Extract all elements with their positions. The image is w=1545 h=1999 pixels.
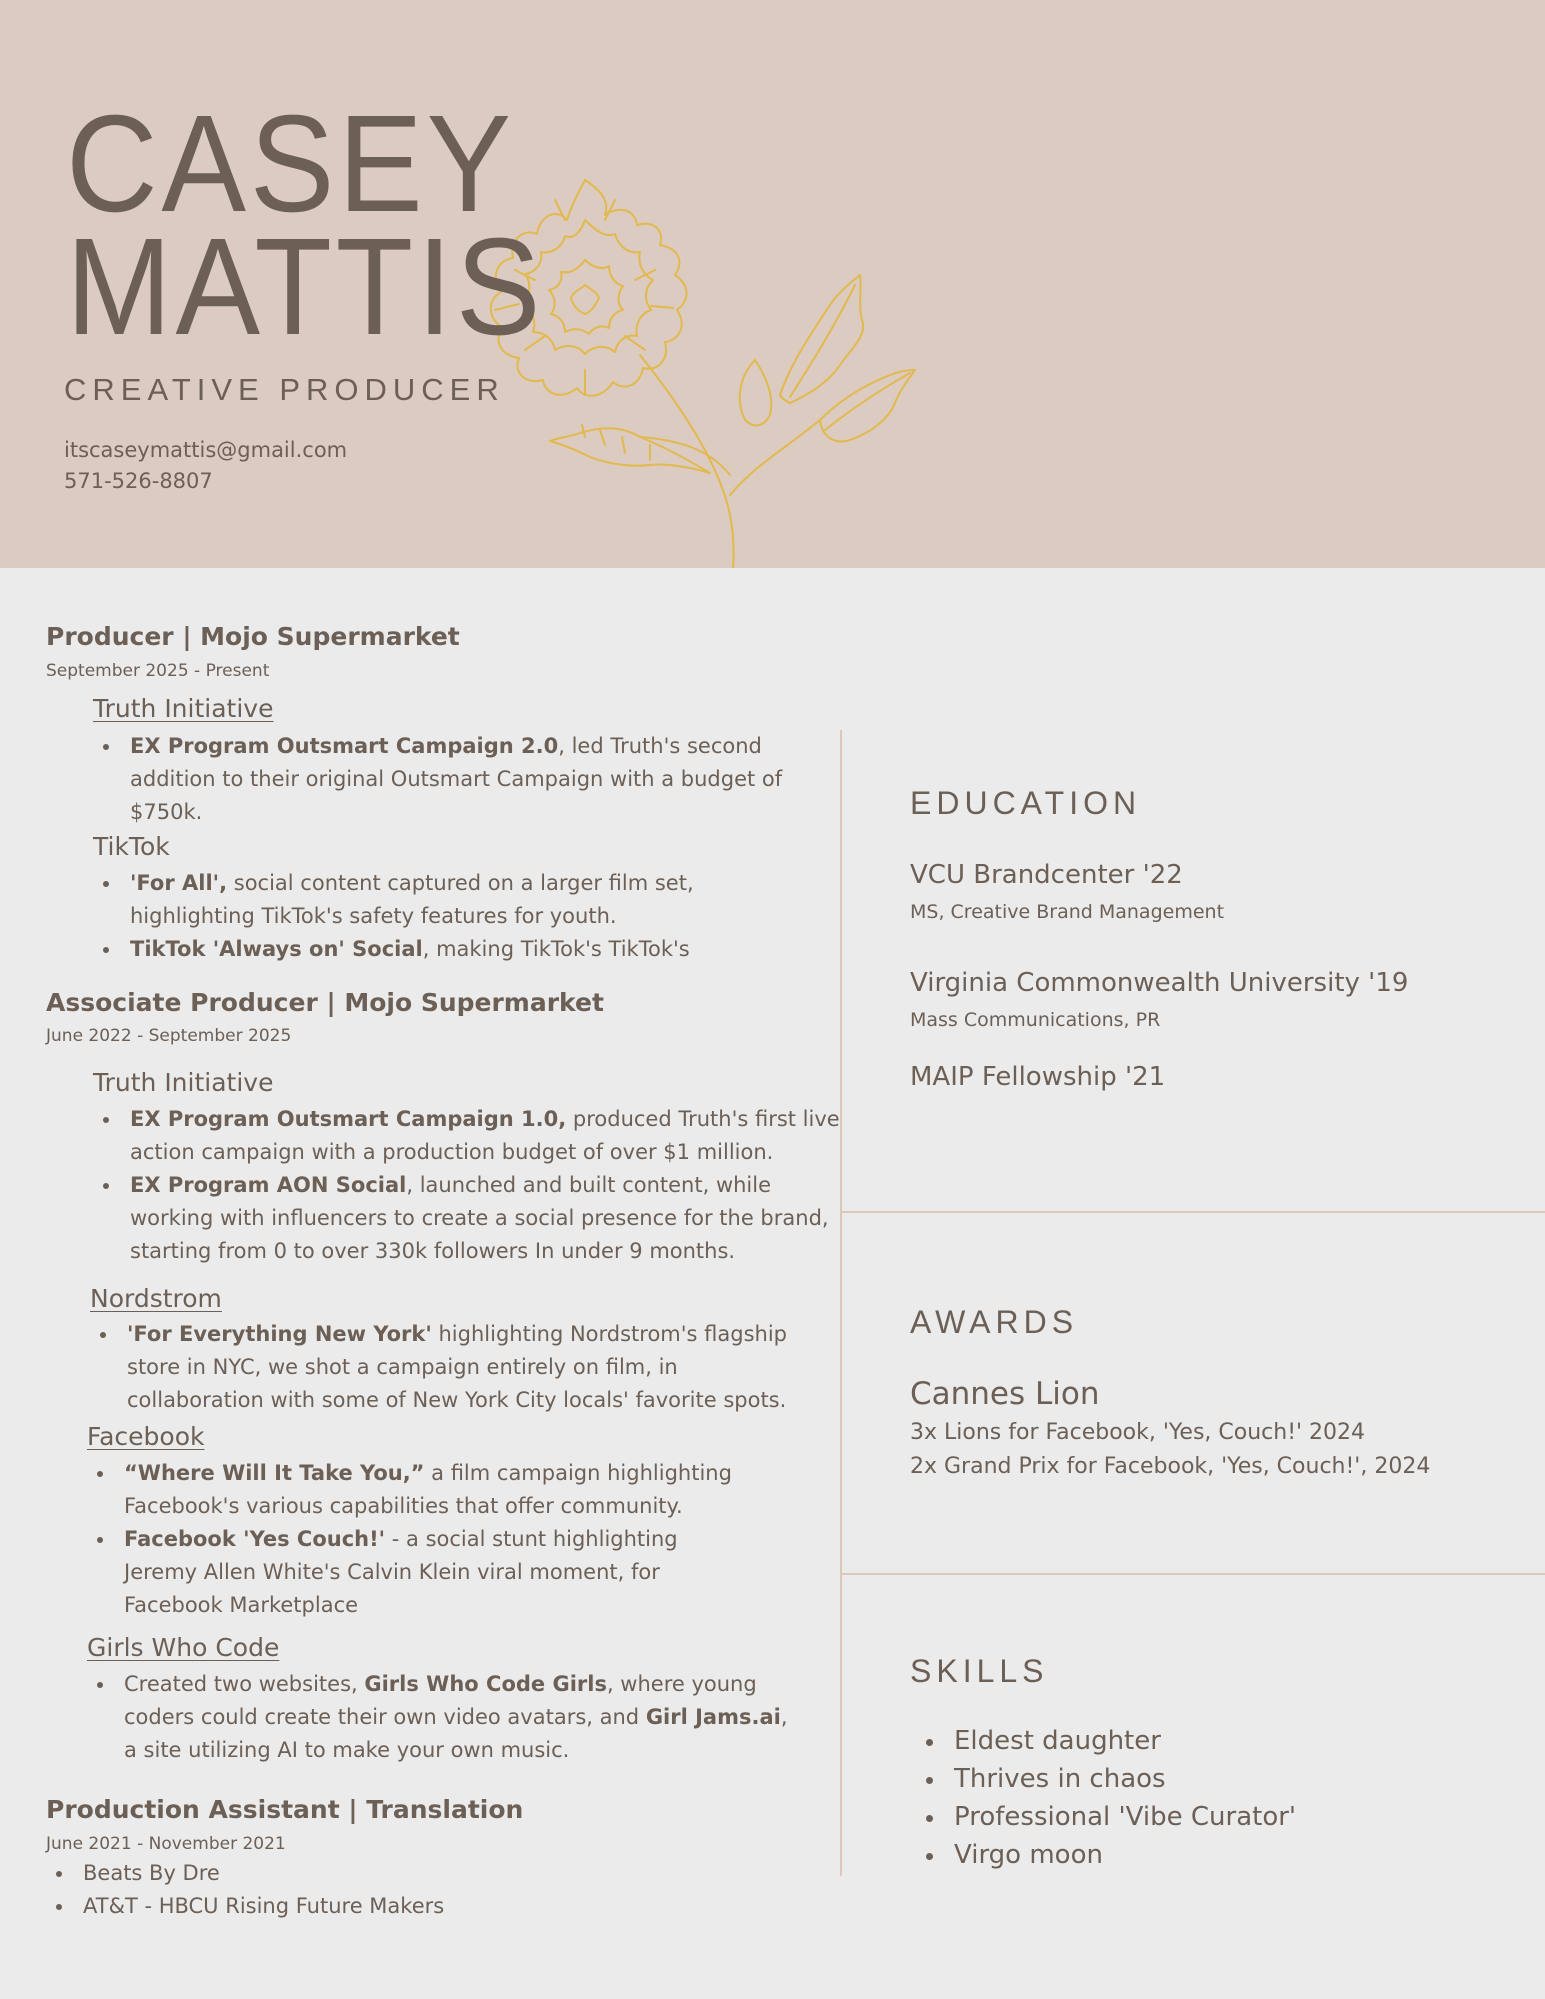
job-dates: June 2021 - November 2021	[46, 1834, 286, 1854]
client-name: Truth Initiative	[93, 1068, 274, 1097]
list-item: EX Program Outsmart Campaign 2.0, led Truth's second addition to their original Outsmart Campaign with a budget of $750k.	[130, 730, 830, 829]
skill-item: Eldest daughter	[954, 1726, 1161, 1756]
award-name: Cannes Lion	[910, 1376, 1100, 1412]
school-name: MAIP Fellowship '21	[910, 1062, 1166, 1092]
phone-number[interactable]: 571-526-8807	[64, 469, 213, 493]
award-detail: 2x Grand Prix for Facebook, 'Yes, Couch!', 2024	[910, 1454, 1431, 1479]
skill-item: Virgo moon	[954, 1840, 1103, 1870]
section-divider	[842, 1211, 1545, 1213]
job-title: Producer | Mojo Supermarket	[46, 622, 460, 651]
client-name: Nordstrom	[90, 1284, 222, 1313]
section-heading: AWARDS	[910, 1304, 1079, 1340]
school-name: VCU Brandcenter '22	[910, 860, 1183, 890]
job-title: Associate Producer | Mojo Supermarket	[46, 988, 604, 1017]
list-item: 'For All', social content captured on a larger film set, highlighting TikTok's safety features for youth.	[130, 867, 830, 933]
list-item: “Where Will It Take You,” a film campaign highlighting Facebook's various capabilities that offer community.	[124, 1457, 834, 1523]
school-name: Virginia Commonwealth University '19	[910, 968, 1409, 998]
job-title: Production Assistant | Translation	[46, 1795, 524, 1824]
client-name: TikTok	[93, 832, 170, 861]
list-item: Beats By Dre	[83, 1857, 683, 1890]
job-dates: September 2025 - Present	[46, 661, 270, 681]
list-item: Facebook 'Yes Couch!' - a social stunt highlighting Jeremy Allen White's Calvin Klein viral moment, for Facebook Marketplace	[124, 1523, 834, 1622]
flower-illustration	[490, 175, 920, 568]
client-name: Truth Initiative	[93, 694, 274, 723]
skill-item: Thrives in chaos	[954, 1764, 1166, 1794]
job-role: CREATIVE PRODUCER	[64, 372, 505, 407]
list-item: Created two websites, Girls Who Code Girls, where young coders could create their own video avatars, and Girl Jams.ai, a site utilizing AI to make your own music.	[124, 1668, 834, 1767]
award-detail: 3x Lions for Facebook, 'Yes, Couch!' 2024	[910, 1420, 1366, 1445]
first-name: CASEY	[66, 87, 515, 241]
column-divider	[840, 730, 842, 1876]
client-name: Girls Who Code	[87, 1633, 280, 1662]
list-item: 'For Everything New York' highlighting Nordstrom's flagship store in NYC, we shot a campaign entirely on film, in collaboration with some of New York City locals' favorite spots.	[127, 1318, 837, 1417]
list-item: AT&T - HBCU Rising Future Makers	[83, 1890, 683, 1923]
last-name: MATTIS	[66, 210, 545, 364]
header-banner	[0, 0, 1545, 568]
degree: Mass Communications, PR	[910, 1009, 1161, 1031]
section-divider	[842, 1573, 1545, 1575]
job-dates: June 2022 - September 2025	[46, 1026, 292, 1046]
section-heading: SKILLS	[910, 1653, 1049, 1689]
email-address[interactable]: itscaseymattis@gmail.com	[64, 438, 348, 462]
skill-item: Professional 'Vibe Curator'	[954, 1802, 1297, 1832]
list-item: EX Program Outsmart Campaign 1.0, produced Truth's first live action campaign with a production budget of over $1 million.	[130, 1103, 840, 1169]
list-item: TikTok 'Always on' Social, making TikTok's TikTok's	[130, 933, 830, 966]
list-item: EX Program AON Social, launched and built content, while working with influencers to create a social presence for the brand, starting from 0 to over 330k followers In under 9 months.	[130, 1169, 840, 1268]
degree: MS, Creative Brand Management	[910, 901, 1225, 923]
section-heading: EDUCATION	[910, 785, 1142, 821]
client-name: Facebook	[87, 1422, 205, 1451]
